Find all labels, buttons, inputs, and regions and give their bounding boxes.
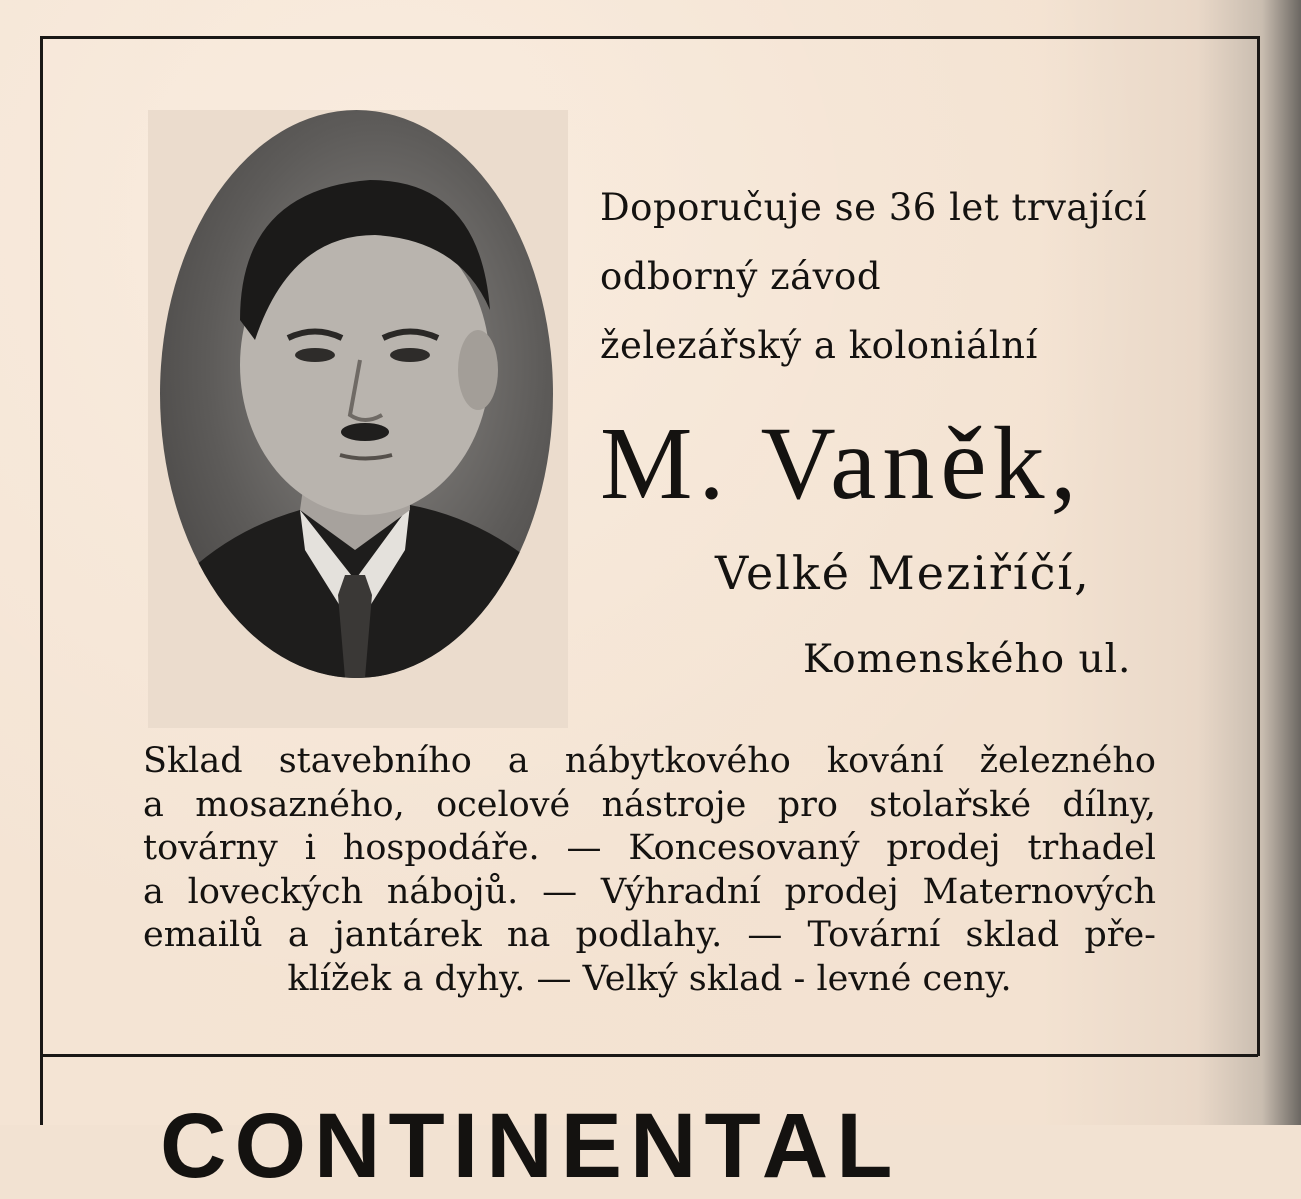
portrait-illustration xyxy=(160,110,553,678)
top-border-rule xyxy=(40,36,1260,39)
town-name: Velké Meziříčí, xyxy=(715,546,1091,600)
description-line: a mosazného, ocelové nástroje pro stolařské dílny, xyxy=(143,784,1156,825)
description-line: klížek a dyhy. — Velký sklad - levné ceny. xyxy=(287,958,1012,999)
street-address: Komenského ul. xyxy=(803,637,1132,682)
left-border-rule xyxy=(40,36,43,1125)
intro-line: odborný závod xyxy=(600,255,882,298)
intro-line: železářský a koloniální xyxy=(600,324,1038,367)
next-ad-title-fragment: CONTINENTAL xyxy=(160,1095,901,1197)
portrait-photo xyxy=(160,110,553,678)
right-border-rule xyxy=(1257,36,1260,1056)
product-description xyxy=(143,740,1156,1001)
section-divider-rule xyxy=(40,1054,1258,1057)
firm-name-heading: M. Vaněk, xyxy=(600,406,1083,521)
description-line: továrny i hospodáře. — Koncesovaný prodej trhadel xyxy=(143,828,1156,868)
description-line: emailů a jantárek na podlahy. — Tovární sklad pře- xyxy=(143,915,1156,955)
description-line: Sklad stavebního a nábytkového kování železného xyxy=(143,741,1156,781)
description-line: a loveckých nábojů. — Výhradní prodej Maternových xyxy=(143,871,1156,912)
intro-line: Doporučuje se 36 let trvající xyxy=(600,186,1147,229)
